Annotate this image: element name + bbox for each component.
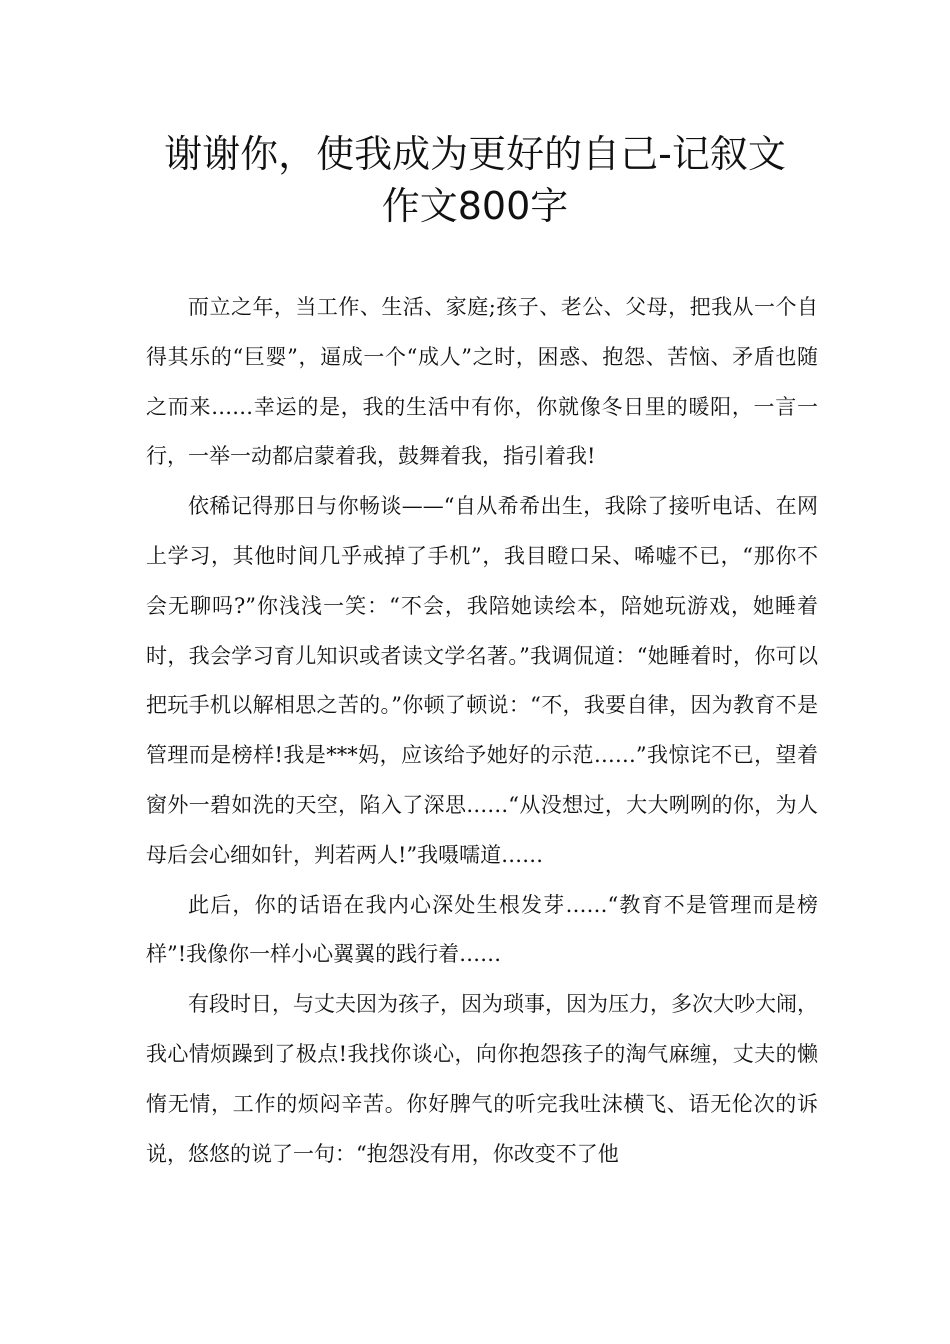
paragraph-1: 而立之年，当工作、生活、家庭;孩子、老公、父母，把我从一个自得其乐的“巨婴”，逼成一个“成人”之时，困惑、抱怨、苦恼、矛盾也随之而来……幸运的是，我的生活中有你，你就像冬日里的暖阳，一言一行，一举一动都启蒙着我，鼓舞着我，指引着我!	[146, 295, 818, 469]
paragraph-3: 此后，你的话语在我内心深处生根发芽……“教育不是管理而是榜样”!我像你一样小心翼翼的践行着……	[146, 892, 818, 967]
paragraph-2: 依稀记得那日与你畅谈——“自从希希出生，我除了接听电话、在网上学习，其他时间几乎戒掉了手机”，我目瞪口呆、唏嘘不已，“那你不会无聊吗?”你浅浅一笑：“不会，我陪她读绘本，陪她玩游戏，她睡着时，我会学习育儿知识或者读文学名著。”我调侃道：“她睡着时，你可以把玩手机以解相思之苦的。”你顿了顿说：“不，我要自律，因为教育不是管理而是榜样!我是***妈，应该给予她好的示范……”我惊诧不已，望着窗外一碧如洗的天空，陷入了深思……“从没想过，大大咧咧的你，为人母后会心细如针，判若两人!”我嗫嚅道……	[146, 494, 818, 867]
paragraph-4: 有段时日，与丈夫因为孩子，因为琐事，因为压力，多次大吵大闹，我心情烦躁到了极点!我找你谈心，向你抱怨孩子的淘气麻缠，丈夫的懒惰无情，工作的烦闷辛苦。你好脾气的听完我吐沫横飞、语无伦次的诉说，悠悠的说了一句：“抱怨没有用，你改变不了他	[146, 992, 818, 1166]
document-title-line-1: 谢谢你，使我成为更好的自己-记叙文	[164, 132, 786, 176]
document-title-line-2: 作文800字	[381, 184, 569, 228]
document-body	[146, 283, 818, 1179]
